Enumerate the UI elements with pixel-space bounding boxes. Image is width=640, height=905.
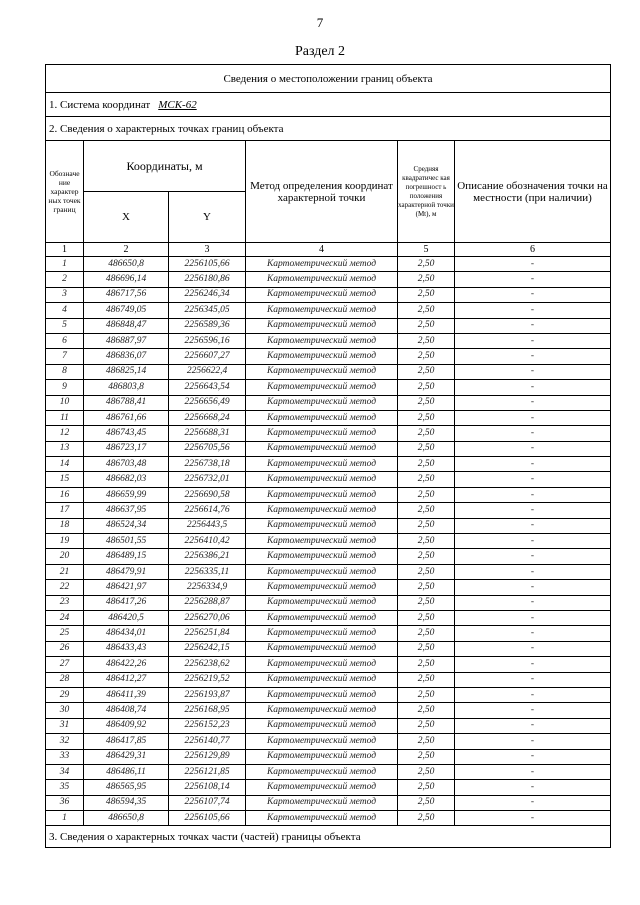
point-method-cell: Картометрический метод (246, 410, 398, 425)
point-number-cell: 7 (46, 349, 84, 364)
point-error-cell: 2,50 (398, 487, 455, 502)
point-error-cell: 2,50 (398, 718, 455, 733)
point-number-cell: 12 (46, 426, 84, 441)
point-x-cell: 486682,03 (84, 472, 169, 487)
point-x-cell: 486501,55 (84, 534, 169, 549)
point-number-cell: 26 (46, 641, 84, 656)
point-error-cell: 2,50 (398, 395, 455, 410)
point-description-cell: - (455, 580, 611, 595)
point-y-cell: 2256168,95 (169, 703, 246, 718)
point-method-cell: Картометрический метод (246, 349, 398, 364)
point-y-cell: 2256152,23 (169, 718, 246, 733)
point-description-cell: - (455, 610, 611, 625)
point-number-cell: 14 (46, 457, 84, 472)
point-y-cell: 2256107,74 (169, 795, 246, 810)
point-number-cell: 24 (46, 610, 84, 625)
point-description-cell: - (455, 534, 611, 549)
point-description-cell: - (455, 549, 611, 564)
point-number-cell: 6 (46, 333, 84, 348)
point-x-cell: 486659,99 (84, 487, 169, 502)
point-x-cell: 486717,56 (84, 287, 169, 302)
point-x-cell: 486825,14 (84, 364, 169, 379)
point-description-cell: - (455, 687, 611, 702)
point-description-cell: - (455, 457, 611, 472)
point-number-cell: 16 (46, 487, 84, 502)
point-number-cell: 5 (46, 318, 84, 333)
point-number-cell: 15 (46, 472, 84, 487)
point-method-cell: Картометрический метод (246, 580, 398, 595)
point-error-cell: 2,50 (398, 734, 455, 749)
table-row (46, 287, 611, 302)
table-row (46, 518, 611, 533)
point-number-cell: 3 (46, 287, 84, 302)
point-number-cell: 1 (46, 811, 84, 826)
point-method-cell: Картометрический метод (246, 472, 398, 487)
point-description-cell: - (455, 441, 611, 456)
table-row (46, 318, 611, 333)
point-y-cell: 2256288,87 (169, 595, 246, 610)
table-row (46, 503, 611, 518)
coordinate-system-row (46, 93, 611, 117)
table-row (46, 811, 611, 826)
point-number-cell: 21 (46, 564, 84, 579)
point-x-cell: 486433,43 (84, 641, 169, 656)
point-x-cell: 486723,17 (84, 441, 169, 456)
point-y-cell: 2256643,54 (169, 380, 246, 395)
point-y-cell: 2256732,01 (169, 472, 246, 487)
coordinate-system-label: 1. Система координат (49, 98, 151, 111)
header-x: X (84, 192, 169, 243)
point-y-cell: 2256121,85 (169, 764, 246, 779)
point-error-cell: 2,50 (398, 257, 455, 272)
point-x-cell: 486788,41 (84, 395, 169, 410)
point-method-cell: Картометрический метод (246, 380, 398, 395)
point-number-cell: 33 (46, 749, 84, 764)
point-description-cell: - (455, 626, 611, 641)
point-description-cell: - (455, 703, 611, 718)
point-error-cell: 2,50 (398, 703, 455, 718)
parts-label: 3. Сведения о характерных точках части (частей) границы объекта (46, 826, 611, 848)
boundary-table (45, 64, 611, 848)
point-y-cell: 2256129,89 (169, 749, 246, 764)
table-row (46, 333, 611, 348)
point-number-cell: 25 (46, 626, 84, 641)
point-y-cell: 2256589,36 (169, 318, 246, 333)
header-method: Метод определения координат характерной точки (246, 141, 398, 243)
point-y-cell: 2256193,87 (169, 687, 246, 702)
point-method-cell: Картометрический метод (246, 518, 398, 533)
point-y-cell: 2256386,21 (169, 549, 246, 564)
point-y-cell: 2256242,15 (169, 641, 246, 656)
point-description-cell: - (455, 287, 611, 302)
table-row (46, 764, 611, 779)
point-description-cell: - (455, 718, 611, 733)
point-number-cell: 32 (46, 734, 84, 749)
column-number: 2 (84, 243, 169, 257)
point-y-cell: 2256614,76 (169, 503, 246, 518)
point-error-cell: 2,50 (398, 595, 455, 610)
table-row (46, 257, 611, 272)
point-y-cell: 2256140,77 (169, 734, 246, 749)
table-row (46, 580, 611, 595)
point-method-cell: Картометрический метод (246, 272, 398, 287)
point-method-cell: Картометрический метод (246, 626, 398, 641)
point-number-cell: 9 (46, 380, 84, 395)
point-number-cell: 17 (46, 503, 84, 518)
point-x-cell: 486650,8 (84, 257, 169, 272)
point-x-cell: 486650,8 (84, 811, 169, 826)
point-error-cell: 2,50 (398, 318, 455, 333)
point-method-cell: Картометрический метод (246, 257, 398, 272)
point-number-cell: 35 (46, 780, 84, 795)
point-y-cell: 2256334,9 (169, 580, 246, 595)
point-description-cell: - (455, 764, 611, 779)
point-y-cell: 2256622,4 (169, 364, 246, 379)
point-method-cell: Картометрический метод (246, 426, 398, 441)
table-row (46, 426, 611, 441)
table-row (46, 549, 611, 564)
point-y-cell: 2256410,42 (169, 534, 246, 549)
point-x-cell: 486417,26 (84, 595, 169, 610)
point-method-cell: Картометрический метод (246, 549, 398, 564)
point-error-cell: 2,50 (398, 364, 455, 379)
point-description-cell: - (455, 303, 611, 318)
point-error-cell: 2,50 (398, 672, 455, 687)
point-y-cell: 2256335,11 (169, 564, 246, 579)
point-description-cell: - (455, 503, 611, 518)
point-description-cell: - (455, 349, 611, 364)
point-x-cell: 486408,74 (84, 703, 169, 718)
table-row (46, 534, 611, 549)
table-row (46, 703, 611, 718)
table-row (46, 457, 611, 472)
point-error-cell: 2,50 (398, 795, 455, 810)
point-y-cell: 2256219,52 (169, 672, 246, 687)
table-row (46, 380, 611, 395)
point-number-cell: 29 (46, 687, 84, 702)
point-method-cell: Картометрический метод (246, 672, 398, 687)
point-method-cell: Картометрический метод (246, 595, 398, 610)
point-description-cell: - (455, 641, 611, 656)
table-row (46, 564, 611, 579)
point-method-cell: Картометрический метод (246, 734, 398, 749)
point-description-cell: - (455, 487, 611, 502)
point-description-cell: - (455, 410, 611, 425)
point-method-cell: Картометрический метод (246, 687, 398, 702)
table-row (46, 595, 611, 610)
point-x-cell: 486411,39 (84, 687, 169, 702)
point-x-cell: 486703,48 (84, 457, 169, 472)
point-method-cell: Картометрический метод (246, 534, 398, 549)
point-method-cell: Картометрический метод (246, 457, 398, 472)
point-y-cell: 2256251,84 (169, 626, 246, 641)
point-description-cell: - (455, 257, 611, 272)
point-error-cell: 2,50 (398, 687, 455, 702)
point-x-cell: 486749,05 (84, 303, 169, 318)
point-y-cell: 2256738,18 (169, 457, 246, 472)
point-y-cell: 2256180,86 (169, 272, 246, 287)
point-y-cell: 2256246,34 (169, 287, 246, 302)
point-description-cell: - (455, 795, 611, 810)
point-description-cell: - (455, 780, 611, 795)
point-error-cell: 2,50 (398, 641, 455, 656)
point-number-cell: 22 (46, 580, 84, 595)
point-error-cell: 2,50 (398, 610, 455, 625)
point-number-cell: 13 (46, 441, 84, 456)
header-error: Средняя квадратичес кая погрешност ь положения характерной точки (Mt), м (398, 141, 455, 243)
point-number-cell: 30 (46, 703, 84, 718)
point-x-cell: 486409,92 (84, 718, 169, 733)
point-method-cell: Картометрический метод (246, 441, 398, 456)
point-number-cell: 23 (46, 595, 84, 610)
page-number: 7 (316, 15, 324, 30)
point-description-cell: - (455, 426, 611, 441)
point-error-cell: 2,50 (398, 657, 455, 672)
coordinate-system-value: МСК-62 (158, 98, 197, 111)
point-error-cell: 2,50 (398, 426, 455, 441)
point-x-cell: 486420,5 (84, 610, 169, 625)
point-description-cell: - (455, 749, 611, 764)
point-error-cell: 2,50 (398, 380, 455, 395)
point-y-cell: 2256108,14 (169, 780, 246, 795)
point-y-cell: 2256607,27 (169, 349, 246, 364)
point-method-cell: Картометрический метод (246, 303, 398, 318)
point-error-cell: 2,50 (398, 534, 455, 549)
table-row (46, 395, 611, 410)
point-method-cell: Картометрический метод (246, 703, 398, 718)
point-error-cell: 2,50 (398, 780, 455, 795)
point-error-cell: 2,50 (398, 287, 455, 302)
point-x-cell: 486803,8 (84, 380, 169, 395)
point-y-cell: 2256690,58 (169, 487, 246, 502)
point-method-cell: Картометрический метод (246, 749, 398, 764)
header-designation: Обозначе ние характер ных точек границ (46, 141, 84, 243)
table-row (46, 672, 611, 687)
table-row (46, 734, 611, 749)
point-number-cell: 2 (46, 272, 84, 287)
point-x-cell: 486486,11 (84, 764, 169, 779)
point-x-cell: 486524,34 (84, 518, 169, 533)
point-x-cell: 486637,95 (84, 503, 169, 518)
point-error-cell: 2,50 (398, 333, 455, 348)
point-method-cell: Картометрический метод (246, 333, 398, 348)
point-x-cell: 486412,27 (84, 672, 169, 687)
point-error-cell: 2,50 (398, 441, 455, 456)
table-row (46, 303, 611, 318)
table-row (46, 626, 611, 641)
table-row (46, 349, 611, 364)
point-error-cell: 2,50 (398, 811, 455, 826)
point-error-cell: 2,50 (398, 580, 455, 595)
point-number-cell: 8 (46, 364, 84, 379)
point-description-cell: - (455, 657, 611, 672)
point-number-cell: 28 (46, 672, 84, 687)
point-y-cell: 2256705,56 (169, 441, 246, 456)
point-error-cell: 2,50 (398, 549, 455, 564)
table-row (46, 472, 611, 487)
point-description-cell: - (455, 518, 611, 533)
point-y-cell: 2256270,06 (169, 610, 246, 625)
point-method-cell: Картометрический метод (246, 364, 398, 379)
table-row (46, 364, 611, 379)
point-number-cell: 1 (46, 257, 84, 272)
point-x-cell: 486761,66 (84, 410, 169, 425)
column-number: 1 (46, 243, 84, 257)
point-x-cell: 486887,97 (84, 333, 169, 348)
point-y-cell: 2256668,24 (169, 410, 246, 425)
point-number-cell: 4 (46, 303, 84, 318)
point-description-cell: - (455, 564, 611, 579)
point-number-cell: 36 (46, 795, 84, 810)
point-x-cell: 486848,47 (84, 318, 169, 333)
point-x-cell: 486743,45 (84, 426, 169, 441)
table-row (46, 487, 611, 502)
column-number: 4 (246, 243, 398, 257)
point-method-cell: Картометрический метод (246, 780, 398, 795)
table-row (46, 795, 611, 810)
point-number-cell: 27 (46, 657, 84, 672)
point-description-cell: - (455, 734, 611, 749)
point-method-cell: Картометрический метод (246, 287, 398, 302)
point-number-cell: 18 (46, 518, 84, 533)
point-method-cell: Картометрический метод (246, 764, 398, 779)
point-method-cell: Картометрический метод (246, 503, 398, 518)
point-error-cell: 2,50 (398, 303, 455, 318)
point-error-cell: 2,50 (398, 518, 455, 533)
point-x-cell: 486479,91 (84, 564, 169, 579)
point-y-cell: 2256105,66 (169, 257, 246, 272)
point-error-cell: 2,50 (398, 457, 455, 472)
point-number-cell: 19 (46, 534, 84, 549)
point-x-cell: 486422,26 (84, 657, 169, 672)
table-title: Сведения о местоположении границ объекта (46, 65, 611, 93)
table-row (46, 780, 611, 795)
point-method-cell: Картометрический метод (246, 395, 398, 410)
point-number-cell: 34 (46, 764, 84, 779)
point-y-cell: 2256238,62 (169, 657, 246, 672)
point-y-cell: 2256596,16 (169, 333, 246, 348)
table-row (46, 657, 611, 672)
point-error-cell: 2,50 (398, 764, 455, 779)
point-method-cell: Картометрический метод (246, 641, 398, 656)
point-description-cell: - (455, 672, 611, 687)
point-method-cell: Картометрический метод (246, 811, 398, 826)
point-x-cell: 486434,01 (84, 626, 169, 641)
point-method-cell: Картометрический метод (246, 318, 398, 333)
point-error-cell: 2,50 (398, 410, 455, 425)
header-description: Описание обозначения точки на местности (при наличии) (455, 141, 611, 243)
point-x-cell: 486565,95 (84, 780, 169, 795)
point-method-cell: Картометрический метод (246, 795, 398, 810)
point-description-cell: - (455, 595, 611, 610)
point-x-cell: 486696,14 (84, 272, 169, 287)
point-y-cell: 2256105,66 (169, 811, 246, 826)
point-method-cell: Картометрический метод (246, 564, 398, 579)
point-error-cell: 2,50 (398, 472, 455, 487)
point-x-cell: 486489,15 (84, 549, 169, 564)
point-description-cell: - (455, 380, 611, 395)
point-x-cell: 486836,07 (84, 349, 169, 364)
point-error-cell: 2,50 (398, 626, 455, 641)
section-title: Раздел 2 (294, 44, 346, 59)
point-method-cell: Картометрический метод (246, 487, 398, 502)
table-row (46, 718, 611, 733)
header-y: Y (169, 192, 246, 243)
point-description-cell: - (455, 272, 611, 287)
table-row (46, 749, 611, 764)
point-y-cell: 2256443,5 (169, 518, 246, 533)
point-description-cell: - (455, 472, 611, 487)
point-error-cell: 2,50 (398, 272, 455, 287)
point-x-cell: 486429,31 (84, 749, 169, 764)
point-method-cell: Картометрический метод (246, 657, 398, 672)
point-x-cell: 486417,85 (84, 734, 169, 749)
table-row (46, 410, 611, 425)
point-method-cell: Картометрический метод (246, 718, 398, 733)
point-error-cell: 2,50 (398, 503, 455, 518)
table-row (46, 610, 611, 625)
point-y-cell: 2256656,49 (169, 395, 246, 410)
column-number: 5 (398, 243, 455, 257)
point-x-cell: 486594,35 (84, 795, 169, 810)
point-error-cell: 2,50 (398, 749, 455, 764)
characteristic-points-label: 2. Сведения о характерных точках границ объекта (46, 117, 611, 141)
column-numbers-row (46, 243, 611, 257)
point-x-cell: 486421,97 (84, 580, 169, 595)
point-error-cell: 2,50 (398, 349, 455, 364)
header-coordinates: Координаты, м (84, 141, 246, 192)
point-description-cell: - (455, 333, 611, 348)
column-number: 3 (169, 243, 246, 257)
point-number-cell: 10 (46, 395, 84, 410)
point-description-cell: - (455, 318, 611, 333)
point-description-cell: - (455, 811, 611, 826)
point-number-cell: 20 (46, 549, 84, 564)
point-y-cell: 2256688,31 (169, 426, 246, 441)
table-row (46, 641, 611, 656)
point-description-cell: - (455, 395, 611, 410)
point-number-cell: 31 (46, 718, 84, 733)
point-y-cell: 2256345,05 (169, 303, 246, 318)
point-description-cell: - (455, 364, 611, 379)
table-row (46, 272, 611, 287)
table-row (46, 687, 611, 702)
point-number-cell: 11 (46, 410, 84, 425)
column-number: 6 (455, 243, 611, 257)
point-method-cell: Картометрический метод (246, 610, 398, 625)
table-row (46, 441, 611, 456)
point-error-cell: 2,50 (398, 564, 455, 579)
